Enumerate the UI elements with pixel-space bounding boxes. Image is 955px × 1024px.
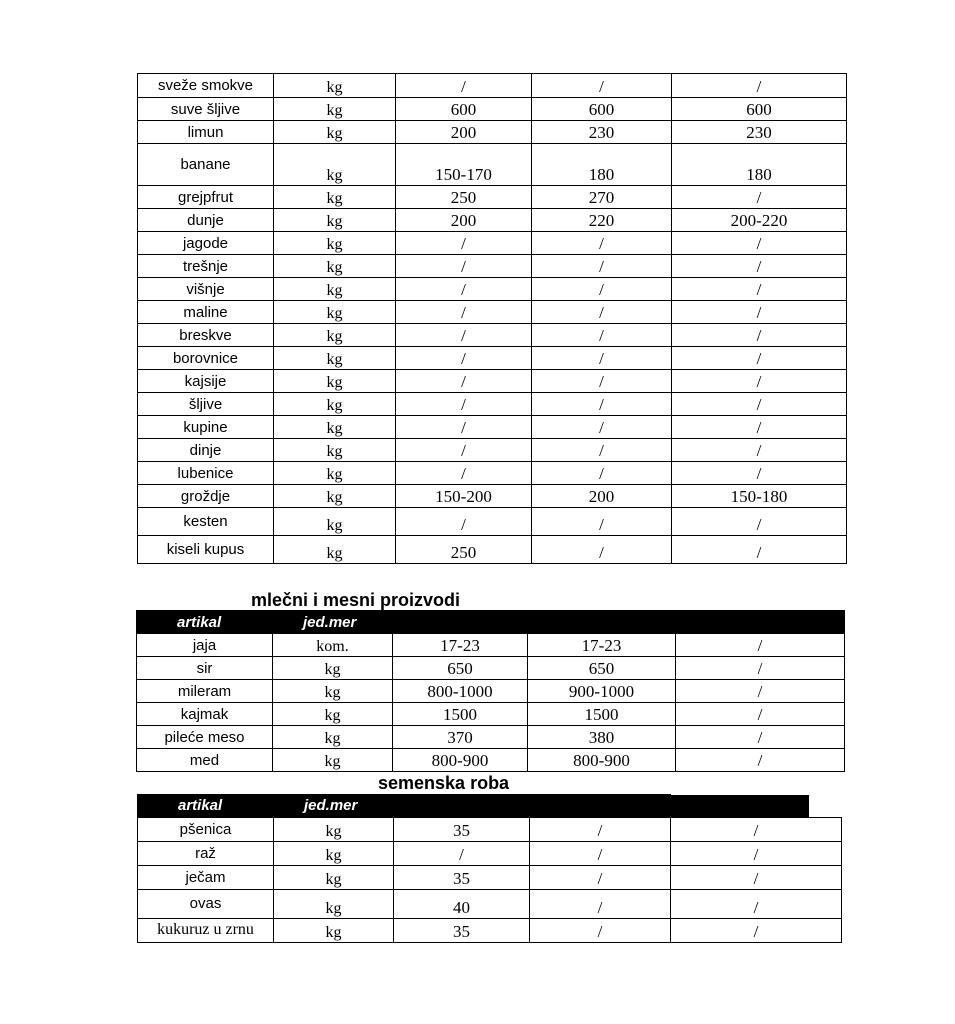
table-row: [138, 485, 847, 508]
price-cell: /: [396, 278, 532, 301]
price-cell: 17-23: [528, 634, 676, 657]
table-row: [138, 370, 847, 393]
price-cell: 150-180: [672, 485, 847, 508]
price-cell: 220: [532, 209, 672, 232]
table-row: [138, 74, 847, 98]
column-header-article: artikal: [138, 795, 274, 818]
price-cell: 35: [394, 817, 530, 841]
price-cell: /: [676, 749, 845, 772]
price-cell: 180: [532, 144, 672, 186]
unit-cell: kg: [274, 255, 396, 278]
article-name: trešnje: [138, 255, 274, 278]
price-cell: /: [671, 841, 842, 865]
article-name: kajsije: [138, 370, 274, 393]
article-name: jaja: [137, 634, 273, 657]
price-cell: 230: [672, 121, 847, 144]
article-name: mileram: [137, 680, 273, 703]
unit-cell: kg: [274, 416, 396, 439]
article-name: kajmak: [137, 703, 273, 726]
price-cell: /: [530, 918, 671, 942]
unit-cell: kg: [274, 536, 396, 564]
price-cell: 150-170: [396, 144, 532, 186]
article-name: banane: [138, 144, 274, 186]
table-row: [138, 462, 847, 485]
price-cell: /: [672, 255, 847, 278]
unit-cell: kg: [273, 680, 393, 703]
price-cell: /: [672, 462, 847, 485]
table-row: [138, 186, 847, 209]
header-gap: [671, 795, 842, 818]
price-cell: /: [672, 301, 847, 324]
price-cell: /: [530, 817, 671, 841]
price-cell: /: [671, 889, 842, 918]
price-cell: 35: [394, 865, 530, 889]
fruit-price-table: [137, 73, 847, 564]
unit-cell: kg: [274, 508, 396, 536]
article-name: pileće meso: [137, 726, 273, 749]
price-cell: 35: [394, 918, 530, 942]
table-row: [138, 865, 842, 889]
price-cell: 800-900: [528, 749, 676, 772]
price-cell: /: [672, 370, 847, 393]
price-cell: /: [530, 865, 671, 889]
article-name: breskve: [138, 324, 274, 347]
unit-cell: kg: [273, 657, 393, 680]
price-cell: 270: [532, 186, 672, 209]
price-cell: /: [530, 889, 671, 918]
price-cell: 250: [396, 536, 532, 564]
table-row: [138, 301, 847, 324]
article-name: lubenice: [138, 462, 274, 485]
unit-cell: kg: [274, 209, 396, 232]
article-name: pšenica: [138, 817, 274, 841]
price-cell: 200-220: [672, 209, 847, 232]
table-row: [138, 232, 847, 255]
table-row: [138, 439, 847, 462]
column-header-article: artikal: [137, 611, 273, 634]
column-header-blank: [676, 611, 845, 634]
column-header-unit: jed.mer: [273, 611, 393, 634]
price-cell: /: [672, 347, 847, 370]
table-row: [137, 680, 845, 703]
price-cell: /: [532, 462, 672, 485]
article-name: grejpfrut: [138, 186, 274, 209]
price-cell: 40: [394, 889, 530, 918]
price-cell: /: [671, 918, 842, 942]
price-cell: 17-23: [393, 634, 528, 657]
price-cell: /: [396, 347, 532, 370]
section-title-dairy: mlečni i mesni proizvodi: [251, 590, 461, 610]
price-cell: /: [532, 278, 672, 301]
unit-cell: kg: [274, 918, 394, 942]
article-name: limun: [138, 121, 274, 144]
table-row: [138, 416, 847, 439]
article-name: maline: [138, 301, 274, 324]
unit-cell: kg: [274, 841, 394, 865]
table-row: [138, 817, 842, 841]
price-cell: /: [676, 726, 845, 749]
price-cell: 370: [393, 726, 528, 749]
price-cell: /: [396, 508, 532, 536]
price-cell: /: [396, 439, 532, 462]
article-name: suve šljive: [138, 98, 274, 121]
price-cell: 600: [532, 98, 672, 121]
table-row: [138, 324, 847, 347]
table-row: [138, 508, 847, 536]
price-cell: /: [396, 255, 532, 278]
price-cell: /: [672, 324, 847, 347]
table-row: [137, 657, 845, 680]
unit-cell: kg: [274, 485, 396, 508]
column-header-blank: [394, 795, 530, 818]
price-cell: 380: [528, 726, 676, 749]
price-cell: 200: [396, 121, 532, 144]
price-cell: 600: [396, 98, 532, 121]
price-cell: /: [396, 74, 532, 98]
price-cell: /: [532, 393, 672, 416]
price-cell: /: [532, 439, 672, 462]
price-cell: /: [672, 416, 847, 439]
table-row: [138, 209, 847, 232]
price-cell: /: [396, 416, 532, 439]
price-cell: /: [396, 232, 532, 255]
price-cell: /: [396, 324, 532, 347]
header-bar-partial: [671, 795, 809, 817]
table-row: [138, 841, 842, 865]
price-cell: /: [532, 232, 672, 255]
table-row: [138, 121, 847, 144]
price-cell: /: [672, 186, 847, 209]
article-name: ovas: [138, 889, 274, 918]
unit-cell: kg: [274, 817, 394, 841]
price-cell: /: [671, 865, 842, 889]
price-cell: /: [676, 634, 845, 657]
article-name: sir: [137, 657, 273, 680]
price-cell: /: [672, 508, 847, 536]
column-header-blank: [528, 611, 676, 634]
price-cell: /: [676, 657, 845, 680]
article-name: kesten: [138, 508, 274, 536]
article-name: šljive: [138, 393, 274, 416]
seed-goods-table: [137, 794, 842, 943]
price-cell: 800-900: [393, 749, 528, 772]
article-name: ječam: [138, 865, 274, 889]
unit-cell: kg: [274, 232, 396, 255]
unit-cell: kg: [273, 726, 393, 749]
price-cell: /: [671, 817, 842, 841]
article-name: višnje: [138, 278, 274, 301]
price-cell: 650: [393, 657, 528, 680]
price-cell: 650: [528, 657, 676, 680]
table-header-row: [137, 611, 845, 634]
price-cell: 250: [396, 186, 532, 209]
table-row: [138, 347, 847, 370]
table-row: [138, 393, 847, 416]
price-cell: /: [672, 74, 847, 98]
section-title-seeds: semenska roba: [378, 773, 510, 793]
price-cell: /: [396, 462, 532, 485]
column-header-unit: jed.mer: [274, 795, 394, 818]
price-cell: 180: [672, 144, 847, 186]
table-row: [137, 726, 845, 749]
table-row: [138, 255, 847, 278]
unit-cell: kg: [274, 393, 396, 416]
article-name: dunje: [138, 209, 274, 232]
price-cell: /: [532, 416, 672, 439]
table-row: [138, 278, 847, 301]
column-header-blank: [393, 611, 528, 634]
column-header-blank: [530, 795, 671, 818]
price-cell: /: [672, 232, 847, 255]
table-row: [137, 749, 845, 772]
price-cell: /: [394, 841, 530, 865]
price-cell: 230: [532, 121, 672, 144]
price-cell: /: [672, 536, 847, 564]
unit-cell: kg: [274, 278, 396, 301]
article-name: groždje: [138, 485, 274, 508]
unit-cell: kg: [274, 324, 396, 347]
article-name: kukuruz u zrnu: [138, 918, 274, 942]
price-cell: /: [672, 393, 847, 416]
unit-cell: kg: [273, 749, 393, 772]
table-row: [138, 98, 847, 121]
table-row: [138, 536, 847, 564]
table-row: [137, 703, 845, 726]
unit-cell: kg: [274, 98, 396, 121]
price-cell: /: [530, 841, 671, 865]
table-header-row: [138, 795, 842, 818]
price-cell: /: [396, 370, 532, 393]
unit-cell: kg: [274, 865, 394, 889]
price-cell: 1500: [528, 703, 676, 726]
unit-cell: kg: [274, 144, 396, 186]
unit-cell: kg: [274, 347, 396, 370]
unit-cell: kg: [274, 74, 396, 98]
unit-cell: kg: [274, 889, 394, 918]
unit-cell: kg: [274, 462, 396, 485]
price-cell: 800-1000: [393, 680, 528, 703]
price-cell: /: [532, 536, 672, 564]
price-cell: /: [672, 439, 847, 462]
unit-cell: kg: [274, 370, 396, 393]
price-cell: /: [396, 393, 532, 416]
article-name: raž: [138, 841, 274, 865]
article-name: kupine: [138, 416, 274, 439]
table-row: [138, 144, 847, 186]
article-name: med: [137, 749, 273, 772]
article-name: kiseli kupus: [138, 536, 274, 564]
price-cell: /: [676, 703, 845, 726]
unit-cell: kg: [274, 121, 396, 144]
dairy-meat-table: [136, 610, 845, 772]
unit-cell: kom.: [273, 634, 393, 657]
article-name: dinje: [138, 439, 274, 462]
price-cell: /: [532, 347, 672, 370]
price-cell: /: [532, 255, 672, 278]
price-cell: 200: [396, 209, 532, 232]
price-cell: 600: [672, 98, 847, 121]
article-name: borovnice: [138, 347, 274, 370]
price-cell: /: [672, 278, 847, 301]
unit-cell: kg: [274, 439, 396, 462]
unit-cell: kg: [274, 186, 396, 209]
article-name: sveže smokve: [138, 74, 274, 98]
price-cell: 900-1000: [528, 680, 676, 703]
price-cell: /: [532, 74, 672, 98]
price-cell: /: [532, 324, 672, 347]
price-cell: /: [676, 680, 845, 703]
unit-cell: kg: [273, 703, 393, 726]
table-row: [138, 889, 842, 918]
price-cell: /: [532, 301, 672, 324]
unit-cell: kg: [274, 301, 396, 324]
price-cell: 200: [532, 485, 672, 508]
price-cell: /: [532, 370, 672, 393]
price-cell: /: [532, 508, 672, 536]
price-cell: 150-200: [396, 485, 532, 508]
table-row: [137, 634, 845, 657]
article-name: jagode: [138, 232, 274, 255]
price-cell: 1500: [393, 703, 528, 726]
table-row: [138, 918, 842, 942]
price-cell: /: [396, 301, 532, 324]
